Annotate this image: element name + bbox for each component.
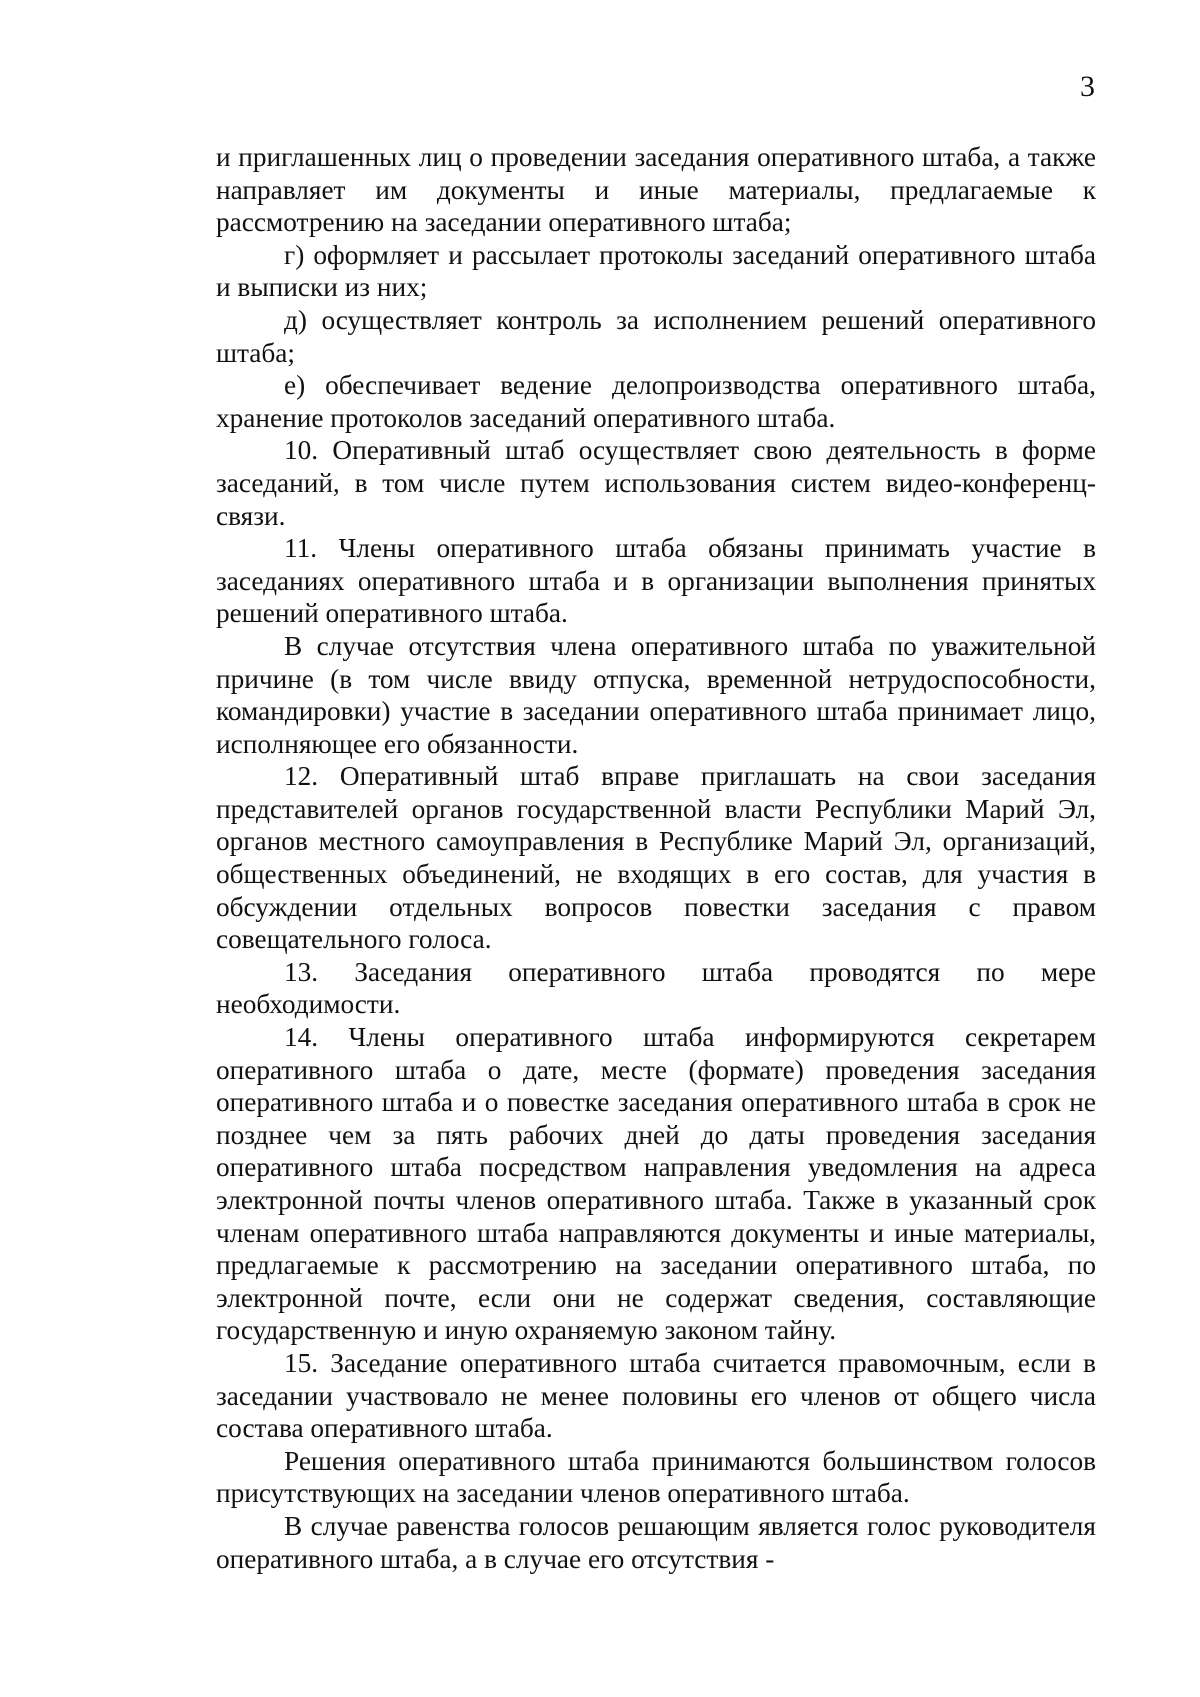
paragraph-continuation: и приглашенных лиц о проведении заседания оперативного штаба, а также направляет им документы и иные материалы, предлагаемые к рассмотрению на заседании оперативного штаба; (216, 142, 1096, 238)
document-body (216, 141, 1096, 1575)
paragraph-15-decisions: Решения оперативного штаба принимаются большинством голосов присутствующих на заседании членов оперативного штаба. (216, 1445, 1096, 1509)
paragraph-item-e: е) обеспечивает ведение делопроизводства оперативного штаба, хранение протоколов заседаний оперативного штаба. (216, 370, 1096, 433)
paragraph-15-tie-vote: В случае равенства голосов решающим является голос руководителя оперативного штаба, а в случае его отсутствия - (216, 1510, 1096, 1574)
paragraph-12: 12. Оперативный штаб вправе приглашать на свои заседания представителей органов государственной власти Республики Марий Эл, органов местного самоуправления в Республике Марий Эл, организаций, общественных объединений, не входящих в его состав, для участия в обсуждении отдельных вопросов повестки заседания с правом совещательного голоса. (216, 761, 1096, 955)
page-number: 3 (1080, 70, 1095, 103)
paragraph-11-absence: В случае отсутствия члена оперативного штаба по уважительной причине (в том числе ввиду отпуска, временной нетрудоспособности, командировки) участие в заседании оперативного штаба принимает лицо, исполняющее его обязанности. (216, 630, 1096, 759)
paragraph-13: 13. Заседания оперативного штаба проводятся по мере необходимости. (216, 956, 1096, 1020)
paragraph-10: 10. Оперативный штаб осуществляет свою деятельность в форме заседаний, в том числе путем использования систем видео-конференц-связи. (216, 435, 1096, 531)
paragraph-15: 15. Заседание оперативного штаба считается правомочным, если в заседании участвовало не менее половины его членов от общего числа состава оперативного штаба. (216, 1347, 1096, 1444)
paragraph-14: 14. Члены оперативного штаба информируются секретарем оперативного штаба о дате, месте (формате) проведения заседания оперативного штаба и о повестке заседания оперативного штаба в срок не позднее чем за пять рабочих дней до даты проведения заседания оперативного штаба посредством направления уведомления на адреса электронной почты членов оперативного штаба. Также в указанный срок членам оперативного штаба направляются документы и иные материалы, предлагаемые к рассмотрению на заседании оперативного штаба, по электронной почте, если они не содержат сведения, составляющие государственную и иную охраняемую законом тайну. (216, 1022, 1096, 1346)
paragraph-11: 11. Члены оперативного штаба обязаны принимать участие в заседаниях оперативного штаба и в организации выполнения принятых решений оперативного штаба. (216, 533, 1096, 629)
paragraph-item-d: д) осуществляет контроль за исполнением решений оперативного штаба; (216, 304, 1096, 368)
paragraph-item-g: г) оформляет и рассылает протоколы заседаний оперативного штаба и выписки из них; (216, 239, 1096, 303)
